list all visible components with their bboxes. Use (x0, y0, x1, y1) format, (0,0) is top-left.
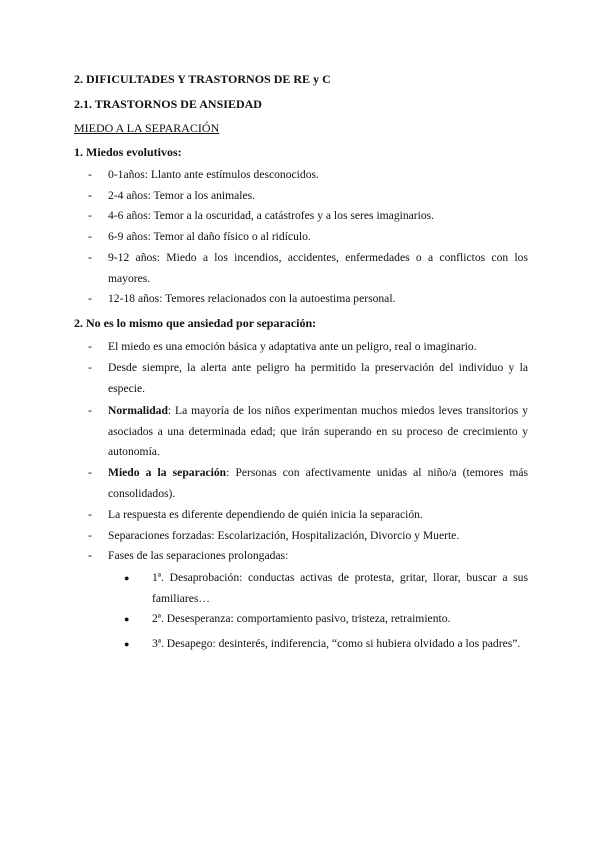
list-item-text: 2-4 años: Temor a los animales. (108, 189, 256, 202)
dash-marker: - (88, 168, 92, 181)
list-item (88, 505, 528, 526)
list-item-text (108, 337, 528, 358)
list-item-text (108, 401, 528, 463)
dash-marker: - (88, 251, 92, 264)
list-item (88, 401, 528, 463)
list-item (88, 358, 528, 399)
phase-item (124, 609, 528, 630)
list-item-text: 9-12 años: Miedo a los incendios, accidentes, enfermedades o a conflictos con los mayores. (108, 251, 528, 285)
list-item-text: 0-1años: Llanto ante estímulos desconocidos. (108, 168, 319, 181)
dash-marker: - (88, 209, 92, 222)
list-item-bold: Miedo a la separación (108, 466, 227, 479)
list-item-body: Separaciones forzadas: Escolarización, Hospitalización, Divorcio y Muerte. (108, 529, 460, 542)
bullet-icon: ● (124, 639, 130, 649)
bullet-icon: ● (124, 573, 130, 583)
list-item (88, 546, 528, 567)
dash-marker: - (88, 466, 92, 479)
list-item-text (108, 546, 528, 567)
list-item (88, 289, 528, 310)
list-item-text (108, 463, 528, 504)
list-item-body: La respuesta es diferente dependiendo de quién inicia la separación. (108, 508, 423, 521)
phase-text: 3ª. Desapego: desinterés, indiferencia, “como si hubiera olvidado a los padres”. (152, 637, 521, 650)
phase-item (124, 568, 528, 609)
list-item (88, 206, 528, 227)
dash-marker: - (88, 529, 92, 542)
dash-marker: - (88, 230, 92, 243)
list-item-text: 12-18 años: Temores relacionados con la autoestima personal. (108, 292, 396, 305)
list-item (88, 463, 528, 504)
list-item-body: Fases de las separaciones prolongadas: (108, 549, 289, 562)
list-item (88, 248, 528, 289)
dash-marker: - (88, 549, 92, 562)
dash-marker: - (88, 508, 92, 521)
phase-text: 1ª. Desaprobación: conductas activas de protesta, gritar, llorar, buscar a sus familiares… (152, 571, 528, 605)
list-item (88, 186, 528, 207)
list-item-body: Desde siempre, la alerta ante peligro ha permitido la preservación del individuo y la especie. (108, 361, 528, 395)
phase-text: 2ª. Desesperanza: comportamiento pasivo, tristeza, retraimiento. (152, 612, 451, 625)
list-item (88, 227, 528, 248)
part2-heading: 2. No es lo mismo que ansiedad por separación: (74, 316, 317, 330)
list-item-text (108, 505, 528, 526)
section-title: 2.1. TRASTORNOS DE ANSIEDAD (74, 97, 262, 111)
list-item-body: El miedo es una emoción básica y adaptativa ante un peligro, real o imaginario. (108, 340, 477, 353)
list-item (88, 165, 528, 186)
dash-marker: - (88, 361, 92, 374)
dash-marker: - (88, 292, 92, 305)
list-item-text (108, 526, 528, 547)
list-item-body: : La mayoría de los niños experimentan muchos miedos leves transitorios y asociados a una determinada edad; que irán superando en su proceso de crecimiento y autonomía. (108, 404, 528, 458)
document-title: 2. DIFICULTADES Y TRASTORNOS DE RE y C (74, 72, 331, 86)
list-item (88, 526, 528, 547)
list-item-text: 6-9 años: Temor al daño físico o al ridículo. (108, 230, 311, 243)
subsection-title: MIEDO A LA SEPARACIÓN (74, 121, 220, 135)
part1-heading: 1. Miedos evolutivos: (74, 145, 182, 159)
list-item-text: 4-6 años: Temor a la oscuridad, a catástrofes y a los seres imaginarios. (108, 209, 435, 222)
dash-marker: - (88, 404, 92, 417)
dash-marker: - (88, 189, 92, 202)
list-item-bold: Normalidad (108, 404, 168, 417)
list-item-text (108, 358, 528, 399)
list-item (88, 337, 528, 358)
bullet-icon: ● (124, 614, 130, 624)
list-item-body: : Personas con afectivamente unidas al niño/a (temores más consolidados). (108, 466, 528, 500)
phase-item (124, 634, 528, 655)
dash-marker: - (88, 340, 92, 353)
